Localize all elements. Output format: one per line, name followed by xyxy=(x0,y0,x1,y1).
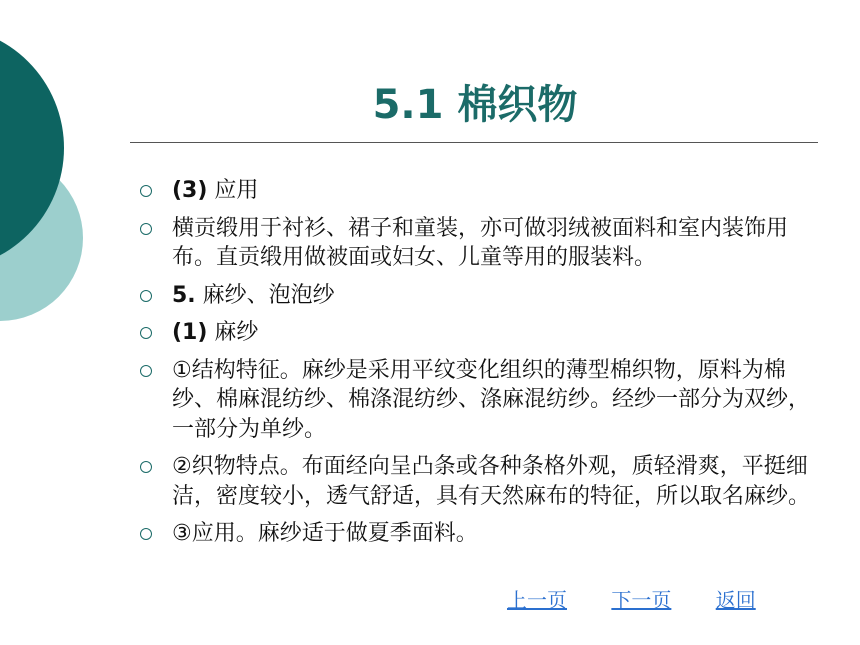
bullet-text: ①结构特征。麻纱是采用平纹变化组织的薄型棉织物，原料为棉纱、棉麻混纺纱、棉涤混纺纱、涤麻混纺纱。经纱一部分为双纱，一部分为单纱。 xyxy=(172,357,811,442)
circle-bullet-icon xyxy=(140,223,152,235)
slide-title: 5.1 棉织物 xyxy=(372,82,578,128)
circle-bullet-icon xyxy=(140,461,152,473)
bullet-text: 麻纱 xyxy=(207,320,259,345)
circle-bullet-icon xyxy=(140,528,152,540)
bullet-item xyxy=(136,214,816,273)
bullet-text: 应用 xyxy=(207,178,259,203)
bullet-item xyxy=(136,519,816,549)
bullet-number: 5. xyxy=(172,282,196,308)
bullet-text: ②织物特点。布面经向呈凸条或各种条格外观，质轻滑爽，平挺细洁，密度较小，透气舒适，具有天然麻布的特征，所以取名麻纱。 xyxy=(172,454,811,509)
bullet-text: 横贡缎用于衬衫、裙子和童装，亦可做羽绒被面料和室内装饰用布。直贡缎用做被面或妇女、儿童等用的服装料。 xyxy=(172,215,789,270)
circle-bullet-icon xyxy=(140,327,152,339)
bullet-item xyxy=(136,356,816,445)
bullet-list xyxy=(136,176,816,557)
bullet-text: ③应用。麻纱适于做夏季面料。 xyxy=(172,521,478,546)
title-divider xyxy=(130,142,818,143)
circle-bullet-icon xyxy=(140,185,152,197)
next-page-link[interactable]: 下一页 xyxy=(611,588,672,612)
prev-page-link[interactable]: 上一页 xyxy=(507,588,567,612)
bullet-text: 麻纱、泡泡纱 xyxy=(195,282,335,308)
bullet-item xyxy=(136,318,816,348)
back-link[interactable]: 返回 xyxy=(715,588,756,612)
circle-bullet-icon xyxy=(140,290,152,302)
slide-navigation xyxy=(507,584,756,613)
bullet-number: (1) xyxy=(172,320,208,345)
decorative-circles xyxy=(0,0,120,360)
circle-bullet-icon xyxy=(140,365,152,377)
bullet-number: (3) xyxy=(172,178,208,203)
bullet-item xyxy=(136,452,816,511)
bullet-item xyxy=(136,176,816,206)
bullet-item xyxy=(136,281,816,311)
